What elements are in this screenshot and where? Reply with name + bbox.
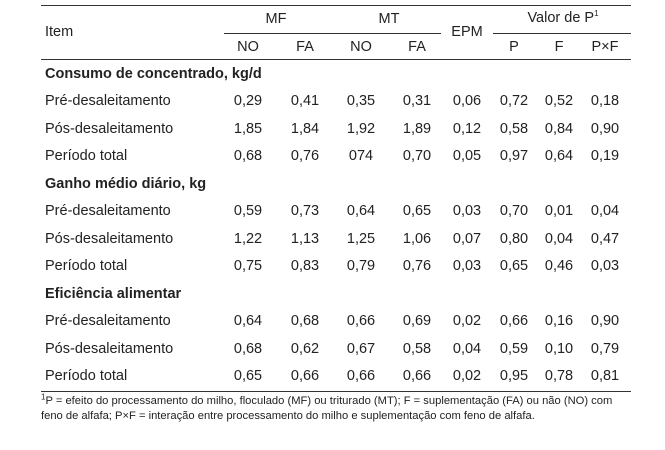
cell-mf-fa: 0,68 [290,313,320,329]
cell-f: 0,10 [544,340,574,357]
cell-p: 0,72 [499,93,529,109]
footnote-text: P = efeito do processamento do milho, floculado (MF) ou triturado (MT); F = suplementação (FA) ou não (NO) com feno de alfafa; P×F = interação entre processamento do milho e suplementação com feno de alfafa. [41,395,613,422]
row-label: Período total [45,148,128,164]
cell-mf-fa: 1,13 [290,230,320,247]
section-title: Consumo de concentrado, kg/d [45,66,262,82]
header-p: P [509,39,519,55]
cell-p: 0,66 [499,313,529,329]
cell-f: 0,84 [544,120,574,137]
cell-pxf: 0,81 [590,368,620,384]
cell-pxf: 0,90 [590,313,620,329]
cell-mt-no: 0,79 [346,258,376,274]
cell-mt-no: 0,67 [346,340,376,357]
cell-mf-no: 0,29 [233,93,263,109]
cell-epm: 0,12 [452,120,482,137]
cell-f: 0,01 [544,203,574,219]
cell-mt-fa: 0,31 [402,93,432,109]
header-mt-no: NO [350,39,372,55]
cell-mt-no: 1,92 [346,120,376,137]
valor-de-p-footnote-marker: 1 [594,9,599,19]
cell-epm: 0,04 [452,340,482,357]
cell-mt-no: 074 [348,148,374,164]
row-label: Período total [45,368,128,384]
cell-epm: 0,03 [452,203,482,219]
cell-mt-fa: 0,69 [402,313,432,329]
cell-mf-no: 0,65 [233,368,263,384]
footnote [41,394,631,424]
cell-p: 0,58 [499,120,529,137]
header-mf-no: NO [237,39,259,55]
cell-mt-no: 0,35 [346,93,376,109]
cell-mf-no: 1,85 [233,120,263,137]
cell-mt-fa: 1,06 [402,230,432,247]
header-f: F [554,39,564,55]
cell-pxf: 0,18 [590,93,620,109]
cell-p: 0,59 [499,340,529,357]
cell-f: 0,64 [544,148,574,164]
section-title: Ganho médio diário, kg [45,176,207,192]
header-bottom-rule [41,59,631,60]
cell-mf-fa: 0,76 [290,148,320,164]
cell-mt-no: 0,64 [346,203,376,219]
cell-pxf: 0,79 [590,340,620,357]
header-mt-fa: FA [408,39,426,55]
table-top-rule [41,5,631,6]
cell-p: 0,80 [499,230,529,247]
cell-epm: 0,03 [452,258,482,274]
cell-f: 0,78 [544,368,574,384]
cell-mf-no: 0,68 [233,148,263,164]
cell-p: 0,65 [499,258,529,274]
cell-mt-no: 0,66 [346,368,376,384]
cell-mt-fa: 1,89 [402,120,432,137]
row-label: Pós-desaleitamento [45,230,174,247]
cell-mf-fa: 0,83 [290,258,320,274]
cell-mt-fa: 0,58 [402,340,432,357]
cell-f: 0,04 [544,230,574,247]
cell-pxf: 0,19 [590,148,620,164]
header-mf: MF [265,11,287,27]
cell-epm: 0,02 [452,313,482,329]
cell-mf-no: 1,22 [233,230,263,247]
cell-pxf: 0,03 [590,258,620,274]
cell-mt-fa: 0,70 [402,148,432,164]
cell-f: 0,16 [544,313,574,329]
cell-epm: 0,06 [452,93,482,109]
cell-mf-no: 0,68 [233,340,263,357]
header-item: Item [45,24,74,40]
row-label: Pré-desaleitamento [45,203,171,219]
valor-de-p-underline [493,33,631,34]
header-valor-de-p [527,9,598,27]
cell-mt-fa: 0,65 [402,203,432,219]
table-bottom-rule [41,391,631,392]
cell-f: 0,52 [544,93,574,109]
footnote-marker: 1 [41,392,46,402]
mf-mt-underline [224,33,441,34]
cell-p: 0,95 [499,368,529,384]
row-label: Pós-desaleitamento [45,120,174,137]
cell-epm: 0,05 [452,148,482,164]
cell-mf-no: 0,59 [233,203,263,219]
cell-mf-fa: 0,73 [290,203,320,219]
cell-p: 0,70 [499,203,529,219]
header-mf-fa: FA [296,39,314,55]
header-mt: MT [378,11,400,27]
cell-mf-fa: 1,84 [290,120,320,137]
cell-mf-no: 0,64 [233,313,263,329]
cell-pxf: 0,90 [590,120,620,137]
row-label: Pré-desaleitamento [45,313,171,329]
cell-epm: 0,07 [452,230,482,247]
cell-mt-fa: 0,76 [402,258,432,274]
cell-f: 0,46 [544,258,574,274]
cell-mf-fa: 0,41 [290,93,320,109]
valor-de-p-text: Valor de P [527,10,595,26]
row-label: Pré-desaleitamento [45,93,171,109]
row-label: Período total [45,258,128,274]
cell-p: 0,97 [499,148,529,164]
header-epm: EPM [451,24,483,40]
cell-pxf: 0,04 [590,203,620,219]
section-title: Eficiência alimentar [45,286,182,302]
cell-mt-fa: 0,66 [402,368,432,384]
cell-mf-no: 0,75 [233,258,263,274]
cell-mf-fa: 0,62 [290,340,320,357]
cell-mt-no: 1,25 [346,230,376,247]
cell-mf-fa: 0,66 [290,368,320,384]
header-pxf: P×F [591,39,619,55]
cell-epm: 0,02 [452,368,482,384]
cell-pxf: 0,47 [590,230,620,247]
row-label: Pós-desaleitamento [45,340,174,357]
cell-mt-no: 0,66 [346,313,376,329]
